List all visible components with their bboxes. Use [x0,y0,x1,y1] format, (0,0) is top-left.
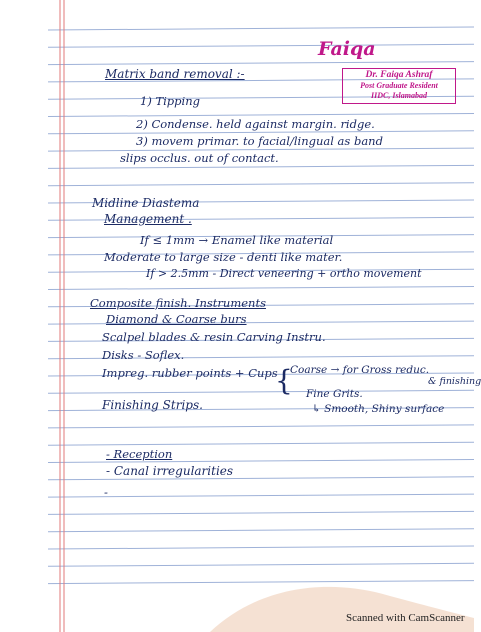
composite-item-2: Scalpel blades & resin Carving Instru. [102,330,326,344]
rule-line [48,494,474,497]
brace-symbol: { [275,364,293,397]
blank-dash: - [104,485,108,499]
management-heading: Management . [104,212,192,226]
stamp-signature: Faiqa [318,38,376,60]
stamp-role: Post Graduate Resident [360,81,438,90]
matrix-step-3-cont: slips occlus. out of contact. [120,151,279,165]
rule-line [48,27,474,30]
rule-line [48,62,474,65]
thumb-shadow [210,587,474,632]
rule-line [48,529,474,532]
canal-note: - Canal irregularities [106,464,234,478]
coarse-note: Coarse → for Gross reduc. [290,364,430,376]
stamp-place: IIDC, Islamabad [370,91,427,100]
doctor-stamp [342,68,456,104]
diastema-line-3: If > 2.5mm - Direct veneering + ortho movement [146,267,422,280]
composite-item-1: Diamond & Coarse burs [106,312,247,326]
matrix-step-2: 2) Condense. held against margin. ridge. [136,117,375,131]
composite-item-3: Disks - Soflex. [102,348,185,362]
rule-line [48,390,474,393]
scanner-watermark: Scanned with CamScanner [346,612,465,624]
composite-item-4: Impreg. rubber points + Cups [102,366,278,380]
rule-line [48,581,474,584]
polishing-note: & finishing [428,376,481,387]
stamp-name: Dr. Faiqa Ashraf [365,70,433,80]
smooth-note: ↳ Smooth, Shiny surface [312,403,445,415]
fine-note: Fine Grits. [306,388,363,400]
matrix-step-1: 1) Tipping [140,94,200,108]
rule-line [48,563,474,566]
finishing-strips: Finishing Strips. [102,398,203,412]
rule-line [48,511,474,514]
rule-line [48,442,474,445]
diastema-line-1: If ≤ 1mm → Enamel like material [140,233,334,247]
rule-line [48,165,474,168]
composite-heading: Composite finish. Instruments [90,296,266,310]
rule-line [48,546,474,549]
reception-note: - Reception [106,447,173,461]
midline-heading: Midline Diastema [92,196,200,210]
rule-line [48,425,474,428]
matrix-heading: Matrix band removal :- [105,67,245,81]
diastema-line-2: Moderate to large size - denti like mater. [104,250,343,264]
rule-line [48,287,474,290]
rule-line [48,183,474,186]
matrix-step-3: 3) movem primar. to facial/lingual as band [136,134,383,148]
rule-line [48,44,474,47]
